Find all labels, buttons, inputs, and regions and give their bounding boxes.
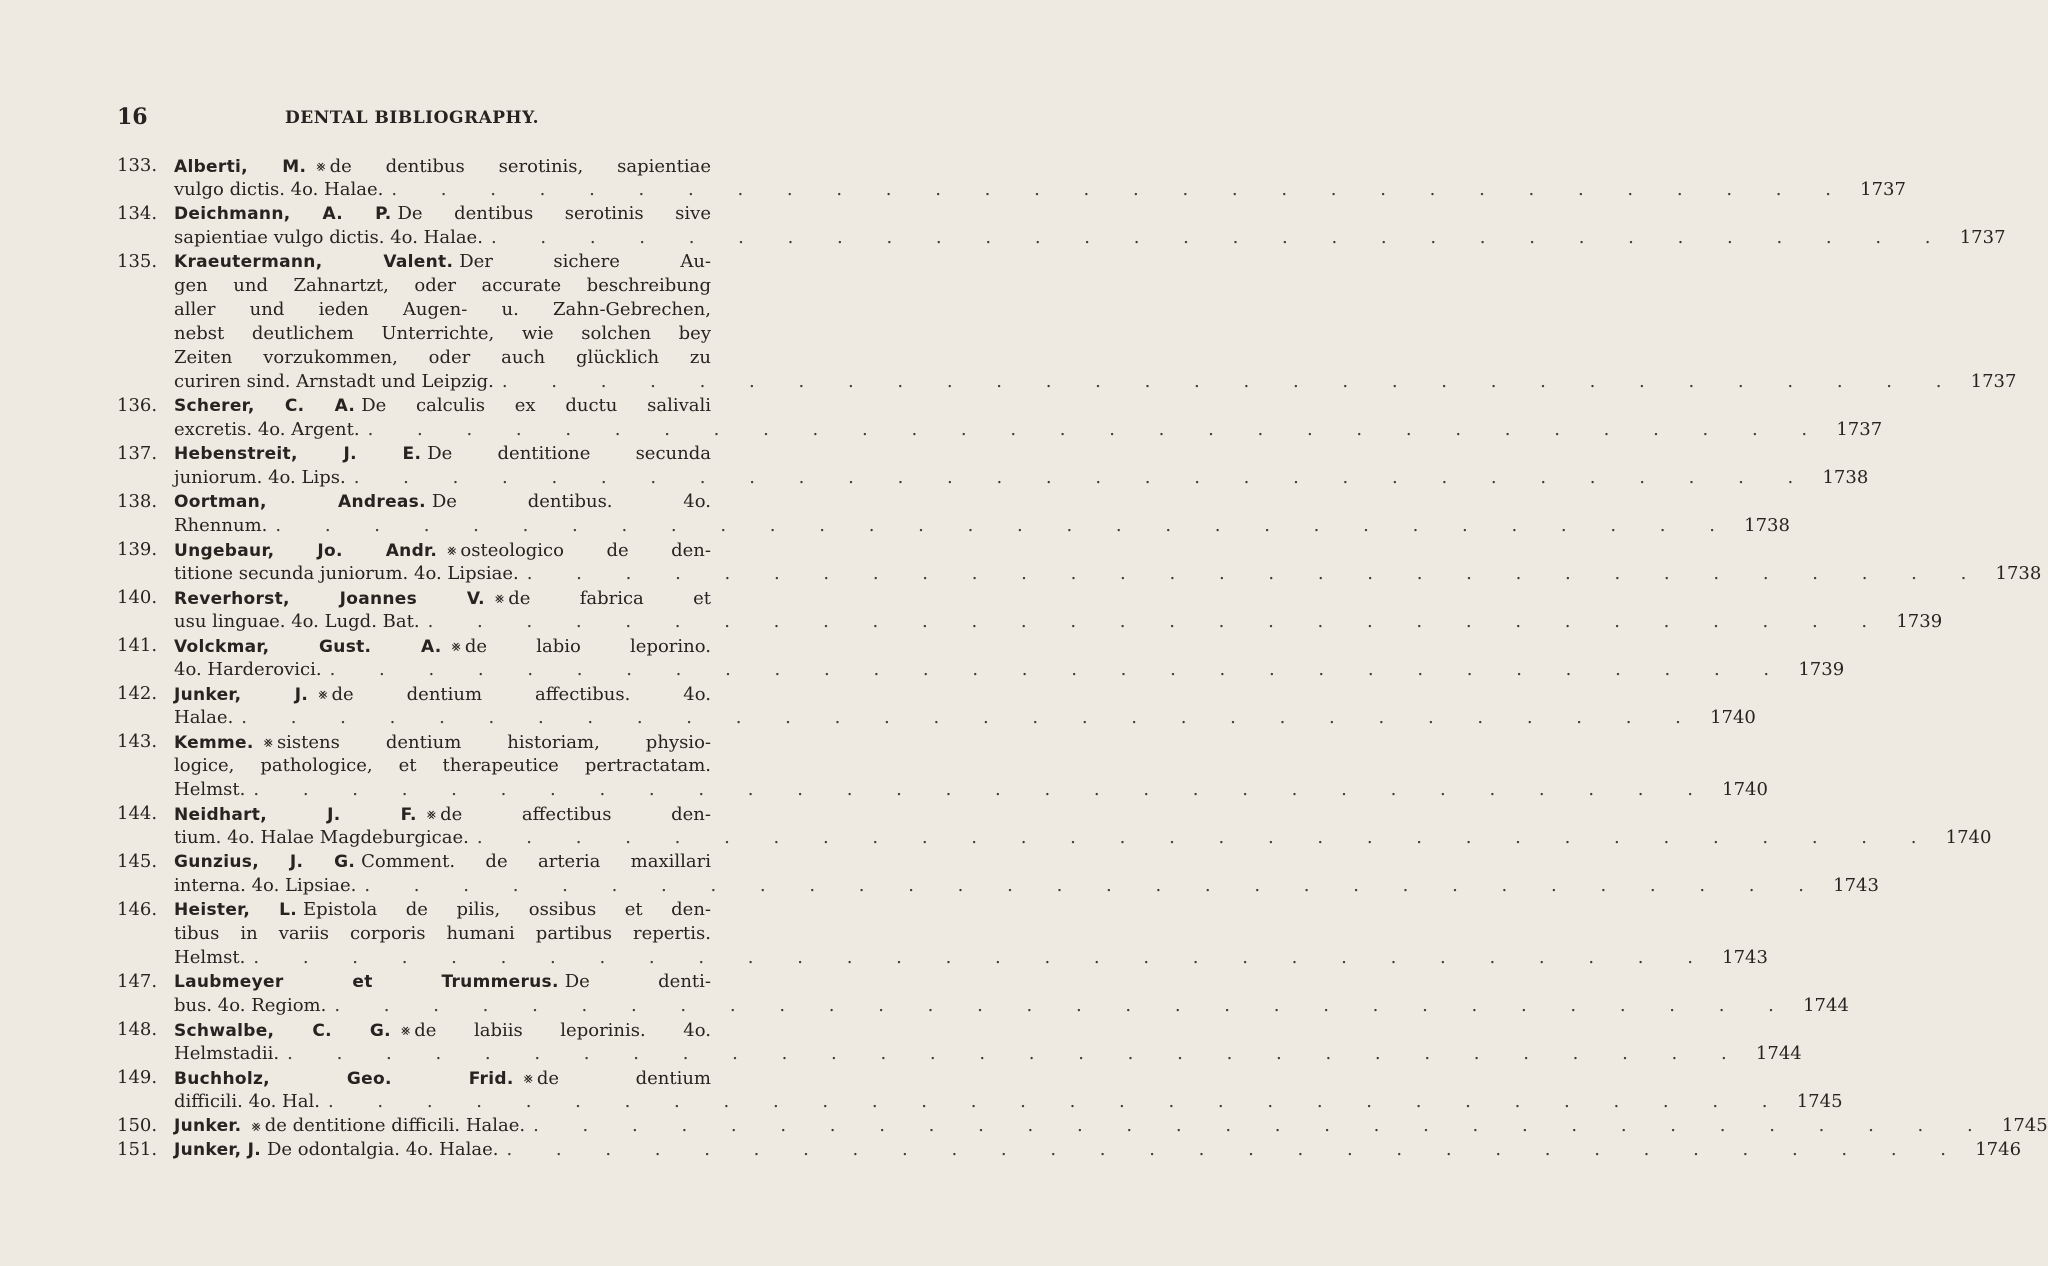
entry-text-line [174,586,711,610]
entry-author: Volckmar, Gust. A. [174,637,442,657]
entry-final-line [174,226,2006,250]
entry-text: bus. 4o. Regiom. [174,995,327,1016]
entry-final-line [174,1090,1843,1114]
entry-year: 1738 [1995,563,2042,584]
dot-leader: . . . . . . . . . . . . . . . . . . . . . . . . . . . . . . [476,827,1936,848]
entry-text-line [174,1066,711,1090]
entry-year: 1738 [1822,467,1869,488]
dot-leader: . . . . . . . . . . . . . . . . . . . . . . . . . . . . . . [275,515,1734,536]
running-title: DENTAL BIBLIOGRAPHY. [285,108,539,128]
entry-text: tium. 4o. Halae Magdeburgicae. [174,827,469,848]
entry-year: 1740 [1722,779,1768,800]
bibliography-entry [117,394,1883,442]
dot-leader: . . . . . . . . . . . . . . . . . . . . . . . . . . . . . . [253,947,1712,968]
bibliography-entry [117,442,1869,490]
dot-leader: . . . . . . . . . . . . . . . . . . . . . . . . . . . . . . [364,875,1823,896]
fleuron-icon: ⨳ [426,805,437,823]
entry-text-line [174,634,711,658]
entry-text: sapientiae vulgo dictis. 4o. Halae. [174,227,483,248]
entry-text: usu linguae. 4o. Lugd. Bat. [174,611,420,632]
entry-text: Helmst. [174,779,246,800]
entry-year: 1743 [1722,947,1768,968]
entry-year: 1737 [1959,227,2006,248]
entry-text: De calculis ex ductu salivali [361,395,711,416]
fleuron-icon: ⨳ [523,1069,533,1087]
entry-text: De odontalgia. 4o. Halae. [266,1139,499,1160]
dot-leader: . . . . . . . . . . . . . . . . . . . . . . . . . . . . . . [427,611,1887,632]
entry-final-line [174,1114,2048,1138]
bibliography-entry [117,490,1790,538]
entry-text-line [174,490,711,514]
dot-leader: . . . . . . . . . . . . . . . . . . . . . . . . . . . . . . [241,707,1700,728]
bibliography-entry [117,538,2042,586]
entry-text-line [174,922,711,946]
bibliography-entry [117,730,1768,802]
entry-number: 143. [117,731,158,752]
entry-year: 1737 [1970,371,2017,392]
fleuron-icon: ⨳ [318,685,328,703]
entry-author: Neidhart, J. F. [174,805,417,825]
entry-text-line [174,538,711,562]
entry-text: juniorum. 4o. Lips. [174,467,346,488]
entry-text-line [174,1018,711,1042]
entry-text: Halae. [174,707,234,728]
entry-author: Ungebaur, Jo. Andr. [174,541,438,561]
dot-leader: . . . . . . . . . . . . . . . . . . . . . . . . . . . . . . [391,179,1850,200]
bibliography-entry [117,1114,2048,1138]
entry-text: Helmst. [174,947,246,968]
entry-author: Junker, J. [174,685,309,705]
dot-leader: . . . . . . . . . . . . . . . . . . . . . . . . . . . . . . [253,779,1712,800]
bibliography-entry [117,970,1849,1018]
dot-leader: . . . . . . . . . . . . . . . . . . . . . . . . . . . . . . [526,563,1986,584]
bibliography-entry [117,634,1845,682]
entry-text-line [174,154,711,178]
entry-year: 1739 [1798,659,1845,680]
entry-text-line [174,346,711,370]
entry-author: Junker, J. [174,1140,261,1160]
entry-year: 1743 [1833,875,1879,896]
entry-number: 133. [117,155,158,176]
entry-text: de fabrica et [508,588,711,609]
entry-author: Hebenstreit, J. E. [174,444,422,464]
entry-author: Gunzius, J. G. [174,852,356,872]
entry-text: excretis. 4o. Argent. [174,419,360,440]
entry-final-line [174,562,2042,586]
entry-number: 148. [117,1019,158,1040]
fleuron-icon: ⨳ [400,1021,411,1039]
dot-leader: . . . . . . . . . . . . . . . . . . . . . . . . . . . . . . [501,371,1961,392]
entry-final-line [174,778,1768,802]
entry-text: nebst deutlichem Unterrichte, wie solchen bey [174,323,711,344]
fleuron-icon: ⨳ [316,157,326,175]
entry-text-line [174,394,711,418]
entry-text-line [174,730,711,754]
entry-number: 142. [117,683,158,704]
page-header [117,104,677,134]
bibliography-entry [117,154,1906,202]
entry-number: 151. [117,1139,158,1160]
entry-final-line [174,1138,2022,1162]
entry-text: De dentibus serotinis sive [397,203,711,224]
entry-author: Reverhorst, Joannes V. [174,589,485,609]
entry-number: 146. [117,899,158,920]
entry-text: de labio leporino. [464,636,712,657]
bibliography-entry [117,1066,1843,1114]
entry-text: Helmstadii. [174,1043,280,1064]
bibliography-entry [117,202,2006,250]
entry-number: 138. [117,491,158,512]
entry-text: aller und ieden Augen- u. Zahn-Gebrechen, [174,299,711,320]
entry-number: 141. [117,635,158,656]
entry-final-line [174,418,1883,442]
entry-text: De dentibus. 4o. [431,491,711,512]
bibliography-entry [117,682,1756,730]
dot-leader: . . . . . . . . . . . . . . . . . . . . . . . . . . . . . . [367,419,1827,440]
dot-leader: . . . . . . . . . . . . . . . . . . . . . . . . . . . . . . [506,1139,1966,1160]
entry-text: de dentitione difficili. Halae. [264,1115,526,1136]
entry-text-line [174,250,711,274]
entry-number: 149. [117,1067,158,1088]
fleuron-icon: ⨳ [447,541,457,559]
entry-text: difficili. 4o. Hal. [174,1091,320,1112]
fleuron-icon: ⨳ [251,1117,261,1135]
entry-text-line [174,274,711,298]
entry-author: Kraeutermann, Valent. [174,252,454,272]
entry-author: Alberti, M. [174,157,307,177]
entry-year: 1740 [1945,827,1992,848]
dot-leader: . . . . . . . . . . . . . . . . . . . . . . . . . . . . . . [327,1091,1787,1112]
entry-number: 139. [117,539,158,560]
entry-final-line [174,466,1869,490]
entry-text: curiren sind. Arnstadt und Leipzig. [174,371,494,392]
entry-final-line [174,874,1879,898]
entry-text: Der sichere Au- [459,251,711,272]
entry-number: 144. [117,803,158,824]
entry-year: 1744 [1755,1043,1802,1064]
entry-year: 1738 [1744,515,1790,536]
entry-author: Kemme. [174,733,254,753]
entry-number: 150. [117,1115,158,1136]
entry-final-line [174,994,1849,1018]
entry-final-line [174,370,2017,394]
fleuron-icon: ⨳ [263,733,273,751]
bibliography-entry [117,1018,1802,1066]
entry-text: tibus in variis corporis humani partibus repertis. [174,923,711,944]
entry-author: Buchholz, Geo. Frid. [174,1069,514,1089]
fleuron-icon: ⨳ [451,637,461,655]
dot-leader: . . . . . . . . . . . . . . . . . . . . . . . . . . . . . . [329,659,1789,680]
entry-year: 1740 [1710,707,1756,728]
entry-text: titione secunda juniorum. 4o. Lipsiae. [174,563,519,584]
entry-text: Zeiten vorzukommen, oder auch glücklich zu [174,347,711,368]
entry-year: 1737 [1860,179,1906,200]
entry-author: Laubmeyer et Trummerus. [174,972,559,992]
entry-year: 1745 [2001,1115,2048,1136]
entry-text: Epistola de pilis, ossibus et den- [303,899,711,920]
entry-text: logice, pathologice, et therapeutice pertractatam. [174,755,711,776]
entry-number: 136. [117,395,158,416]
bibliography-entry [117,1138,2022,1162]
entry-final-line [174,946,1768,970]
entry-text-line [174,202,711,226]
entry-text: gen und Zahnartzt, oder accurate beschreibung [174,275,711,296]
entry-final-line [174,1042,1802,1066]
entry-final-line [174,706,1756,730]
entry-text: Rhennum. [174,515,268,536]
entry-text-line [174,682,711,706]
entry-text-line [174,898,711,922]
dot-leader: . . . . . . . . . . . . . . . . . . . . . . . . . . . . . . [490,227,1950,248]
bibliography-entry [117,898,1768,970]
fleuron-icon: ⨳ [494,589,505,607]
entry-text: de labiis leporinis. 4o. [414,1020,711,1041]
entry-number: 145. [117,851,158,872]
entry-text: vulgo dictis. 4o. Halae. [174,179,384,200]
entry-final-line [174,826,1992,850]
entry-text: de affectibus den- [440,804,711,825]
entry-text: 4o. Harderovici. [174,659,322,680]
bibliography-entry [117,850,1879,898]
entry-number: 140. [117,587,158,608]
entry-number: 137. [117,443,158,464]
entry-text-line [174,298,711,322]
entry-text: de dentium affectibus. 4o. [331,684,711,705]
entry-final-line [174,610,1943,634]
entry-number: 147. [117,971,158,992]
entry-text-line [174,442,711,466]
entry-final-line [174,658,1845,682]
entry-year: 1745 [1796,1091,1843,1112]
entry-text: De dentitione secunda [427,443,711,464]
entry-text: De denti- [564,971,711,992]
entry-author: Heister, L. [174,900,298,920]
entry-year: 1737 [1836,419,1883,440]
entry-year: 1744 [1803,995,1849,1016]
entry-author: Oortman, Andreas. [174,492,426,512]
entry-year: 1739 [1896,611,1943,632]
entry-text: interna. 4o. Lipsiae. [174,875,357,896]
entry-author: Scherer, C. A. [174,396,356,416]
entry-year: 1746 [1975,1139,2022,1160]
entry-text-line [174,850,711,874]
entry-text-line [174,970,711,994]
entry-text-line [174,754,711,778]
entry-final-line [174,514,1790,538]
entry-text: de dentium [536,1068,711,1089]
entry-text-line [174,802,711,826]
dot-leader: . . . . . . . . . . . . . . . . . . . . . . . . . . . . . . [353,467,1813,488]
dot-leader: . . . . . . . . . . . . . . . . . . . . . . . . . . . . . . [533,1115,1992,1136]
entry-text: Comment. de arteria maxillari [361,851,711,872]
entry-text: de dentibus serotinis, sapientiae [329,156,712,177]
page-number: 16 [117,104,148,130]
bibliography-entry [117,250,2017,394]
entry-author: Schwalbe, C. G. [174,1021,391,1041]
entry-text: osteologico de den- [460,540,711,561]
entry-final-line [174,178,1906,202]
dot-leader: . . . . . . . . . . . . . . . . . . . . . . . . . . . . . . [287,1043,1746,1064]
entry-author: Junker. [174,1116,242,1136]
entry-text: sistens dentium historiam, physio- [276,732,711,753]
entry-text-line [174,322,711,346]
entry-author: Deichmann, A. P. [174,204,392,224]
bibliography-entry [117,586,1943,634]
entry-number: 135. [117,251,158,272]
dot-leader: . . . . . . . . . . . . . . . . . . . . . . . . . . . . . . [334,995,1793,1016]
bibliography-list [117,154,2048,1162]
entry-number: 134. [117,203,158,224]
bibliography-entry [117,802,1992,850]
